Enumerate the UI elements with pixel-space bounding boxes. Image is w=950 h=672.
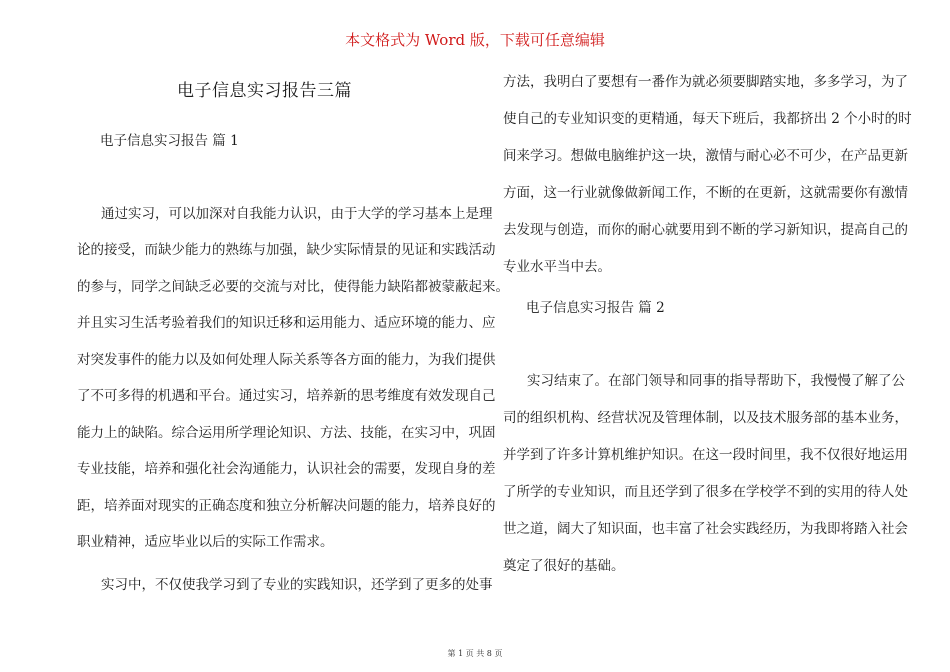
paragraph-line: 使自己的专业知识变的更精通，每天下班后，我都挤出 2 个小时的时 bbox=[503, 111, 912, 127]
paragraph-line: 间来学习。想做电脑维护这一块，激情与耐心必不可少，在产品更新 bbox=[503, 148, 908, 164]
page-number-footer: 第 1 页 共 8 页 bbox=[447, 649, 503, 658]
paragraph-line: 实习中，不仅使我学习到了专业的实践知识，还学到了更多的处事 bbox=[101, 577, 493, 593]
paragraph-line: 并且实习生活考验着我们的知识迁移和运用能力、适应环境的能力、应 bbox=[77, 315, 496, 331]
paragraph-line: 实习结束了。在部门领导和同事的指导帮助下，我慢慢了解了公 bbox=[527, 373, 905, 389]
paragraph-line: 去发现与创造，而你的耐心就要用到不断的学习新知识，提高自己的 bbox=[503, 222, 908, 238]
paragraph-line: 了不可多得的机遇和平台。通过实习，培养新的思考维度有效发现自己 bbox=[77, 388, 496, 404]
paragraph-line: 论的接受，而缺少能力的熟练与加强，缺少实际情景的见证和实践活动 bbox=[77, 242, 496, 258]
paragraph-line: 通过实习，可以加深对自我能力认识，由于大学的学习基本上是理 bbox=[101, 206, 493, 222]
section-heading-1: 电子信息实习报告 篇 1 bbox=[100, 133, 239, 149]
paragraph-line: 了所学的专业知识，而且还学到了很多在学校学不到的实用的待人处 bbox=[503, 484, 908, 500]
word-format-banner: 本文格式为 Word 版，下载可任意编辑 bbox=[345, 31, 605, 49]
paragraph-line: 的参与，同学之间缺乏必要的交流与对比，使得能力缺陷都被蒙蔽起来。 bbox=[77, 279, 509, 295]
paragraph-line: 司的组织机构、经营状况及管理体制，以及技术服务部的基本业务， bbox=[503, 410, 908, 426]
paragraph-line: 职业精神，适应毕业以后的实际工作需求。 bbox=[77, 534, 334, 550]
paragraph-line: 对突发事件的能力以及如何处理人际关系等各方面的能力，为我们提供 bbox=[77, 352, 496, 368]
paragraph-line: 专业技能，培养和强化社会沟通能力，认识社会的需要，发现自身的差 bbox=[77, 461, 496, 477]
paragraph-line: 方面，这一行业就像做新闻工作，不断的在更新，这就需要你有激情 bbox=[503, 185, 908, 201]
document-title: 电子信息实习报告三篇 bbox=[177, 81, 352, 101]
paragraph-line: 专业水平当中去。 bbox=[503, 259, 611, 275]
paragraph-line: 方法，我明白了要想有一番作为就必须要脚踏实地，多多学习，为了 bbox=[503, 74, 908, 90]
paragraph-line: 奠定了很好的基础。 bbox=[503, 558, 625, 574]
paragraph-line: 能力上的缺陷。综合运用所学理论知识、方法、技能，在实习中，巩固 bbox=[77, 425, 496, 441]
section-heading-2: 电子信息实习报告 篇 2 bbox=[526, 300, 665, 316]
paragraph-line: 世之道，阔大了知识面，也丰富了社会实践经历，为我即将踏入社会 bbox=[503, 521, 908, 537]
paragraph-line: 并学到了许多计算机维护知识。在这一段时间里，我不仅很好地运用 bbox=[503, 447, 908, 463]
paragraph-line: 距，培养面对现实的正确态度和独立分析解决问题的能力，培养良好的 bbox=[77, 498, 496, 514]
